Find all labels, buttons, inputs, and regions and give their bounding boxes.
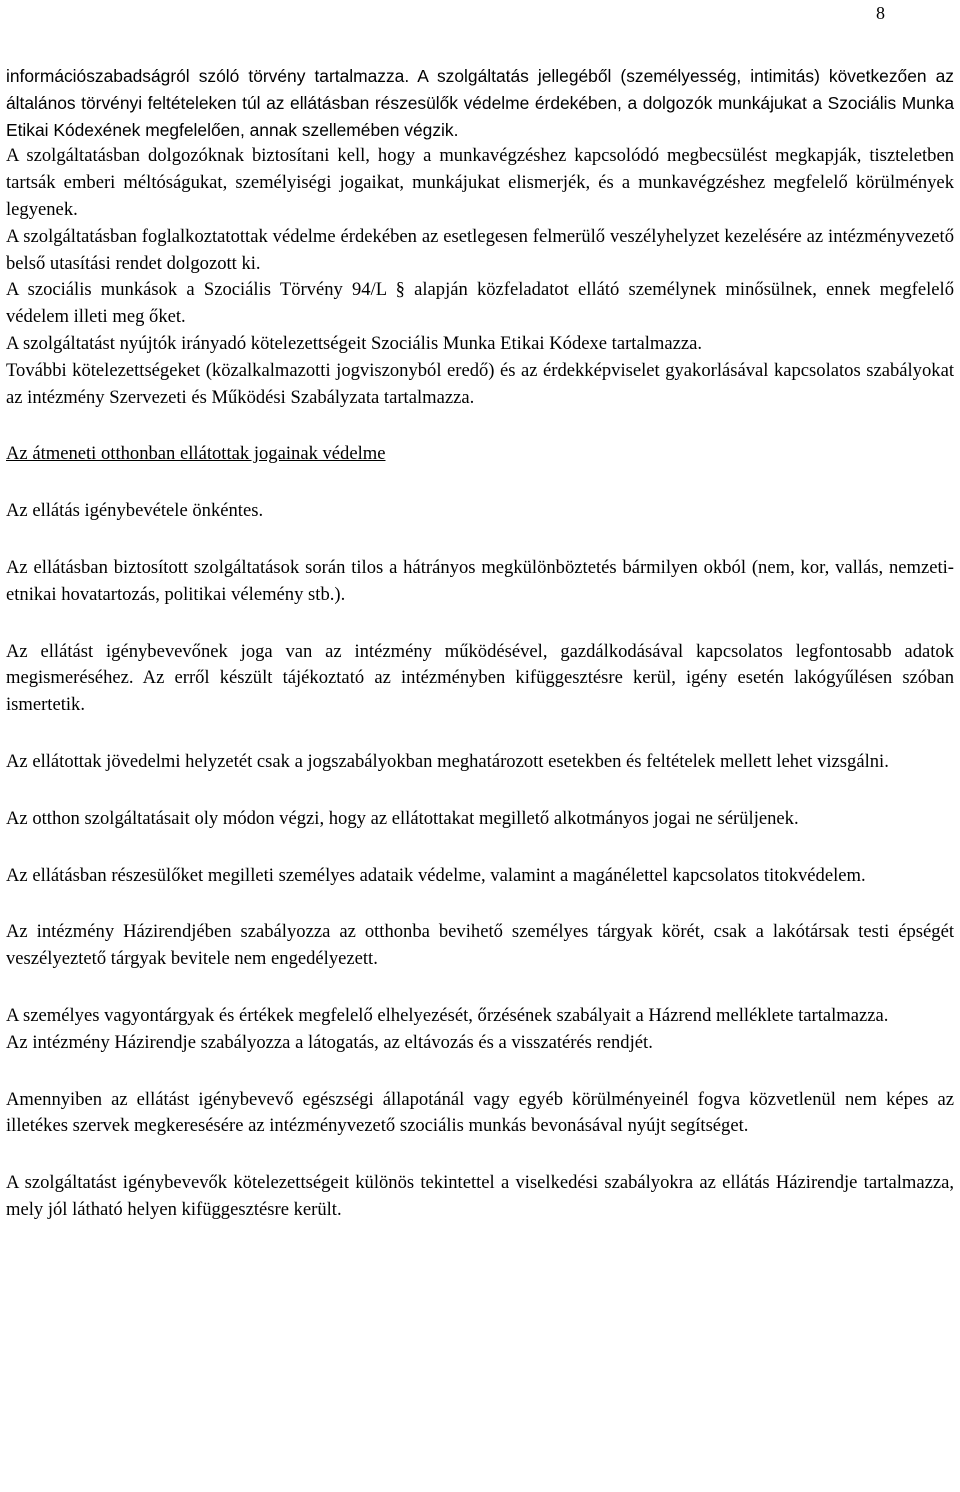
paragraph-social-workers: A szociális munkások a Szociális Törvény 94/L § alapján közfeladatot ellátó személynek minősülnek, ennek megfelelő védelem illeti meg őket.: [6, 279, 954, 328]
paragraph-discrimination: Az ellátásban biztosított szolgáltatások során tilos a hátrányos megkülönböztetés bármilyen okból (nem, kor, vallás, nemzeti-etnikai hovatartozás, politikai vélemény stb.).: [6, 556, 954, 605]
paragraph-income: Az ellátottak jövedelmi helyzetét csak a jogszabályokban meghatározott esetekben és feltételek mellett lehet vizsgálni.: [6, 750, 889, 772]
document-body: [6, 63, 954, 1224]
paragraph-user-obligations: A szolgáltatást igénybevevők kötelezettségeit különös tekintettel a viselkedési szabályokra az ellátás Házirendje tartalmazza, mely jól látható helyen kifüggesztésre került.: [6, 1172, 954, 1220]
paragraph-ethics-code: információszabadságról szóló törvény tartalmazza. A szolgáltatás jellegéből (személyesség, intimitás) következően az általános törvényi feltételeken túl az ellátásban részesülők védelme érdekében, a dolgozók munkájukat a Szociális Munka Etikai Kódexének megfelelően, annak szellemében végzik.: [6, 66, 954, 140]
paragraph-further-obligations: További kötelezettségeket (közalkalmazotti jogviszonyból eredő) és az érdekképviselet gyakorlásával kapcsolatos szabályokat az intézmény Szervezeti és Működési Szabályzata tartalmazza.: [6, 359, 954, 408]
paragraph-staff-respect: A szolgáltatásban dolgozóknak biztosítani kell, hogy a munkavégzéshez kapcsolódó megbecsülést megkapják, tiszteletben tartsák emberi méltóságukat, személyiségi jogaikat, munkájukat elismerjék, és a munkavégzéshez megfelelő körülmények legyenek.: [6, 145, 954, 220]
paragraph-belongings: Az intézmény Házirendjében szabályozza az otthonba bevihető személyes tárgyak körét, csak a lakótársak testi épségét veszélyeztető tárgyak bevitele nem engedélyezett.: [6, 921, 954, 970]
paragraph-visiting: Az intézmény Házirendje szabályozza a látogatás, az eltávozás és a visszatérés rendjét.: [6, 1031, 653, 1053]
paragraph-valuables: A személyes vagyontárgyak és értékek megfelelő elhelyezését, őrzésének szabályait a Házrend melléklete tartalmazza.: [6, 1004, 889, 1026]
paragraph-health-assistance: Amennyiben az ellátást igénybevevő egészségi állapotánál vagy egyéb körülményeinél fogva közvetlenül nem képes az illetékes szervek megkeresésére az intézményvezető szociális munkás bevonásával nyújt segítséget.: [6, 1088, 954, 1137]
section-heading: Az átmeneti otthonban ellátottak jogainak védelme: [6, 443, 386, 465]
paragraph-voluntary: Az ellátás igénybevétele önkéntes.: [6, 500, 264, 522]
paragraph-staff-protection: A szolgáltatásban foglalkoztatottak védelme érdekében az esetlegesen felmerülő veszélyhelyzet kezelésére az intézményvezető belső utasítási rendet dolgozott ki.: [6, 225, 954, 274]
paragraph-privacy: Az ellátásban részesülőket megilleti személyes adataik védelme, valamint a magánélettel kapcsolatos titokvédelem.: [6, 864, 866, 886]
paragraph-provider-obligations: A szolgáltatást nyújtók irányadó kötelezettségeit Szociális Munka Etikai Kódexe tartalmazza.: [6, 332, 703, 354]
paragraph-constitutional-rights: Az otthon szolgáltatásait oly módon végzi, hogy az ellátottakat megillető alkotmányos jogai ne sérüljenek.: [6, 807, 799, 829]
page-number: 8: [876, 3, 885, 23]
paragraph-information-rights: Az ellátást igénybevevőnek joga van az intézmény működésével, gazdálkodásával kapcsolatos legfontosabb adatok megismeréséhez. Az erről készült tájékoztató az intézményben kifüggesztésre kerül, igény esetén lakógyűlésen szóban ismertetik.: [6, 640, 954, 716]
